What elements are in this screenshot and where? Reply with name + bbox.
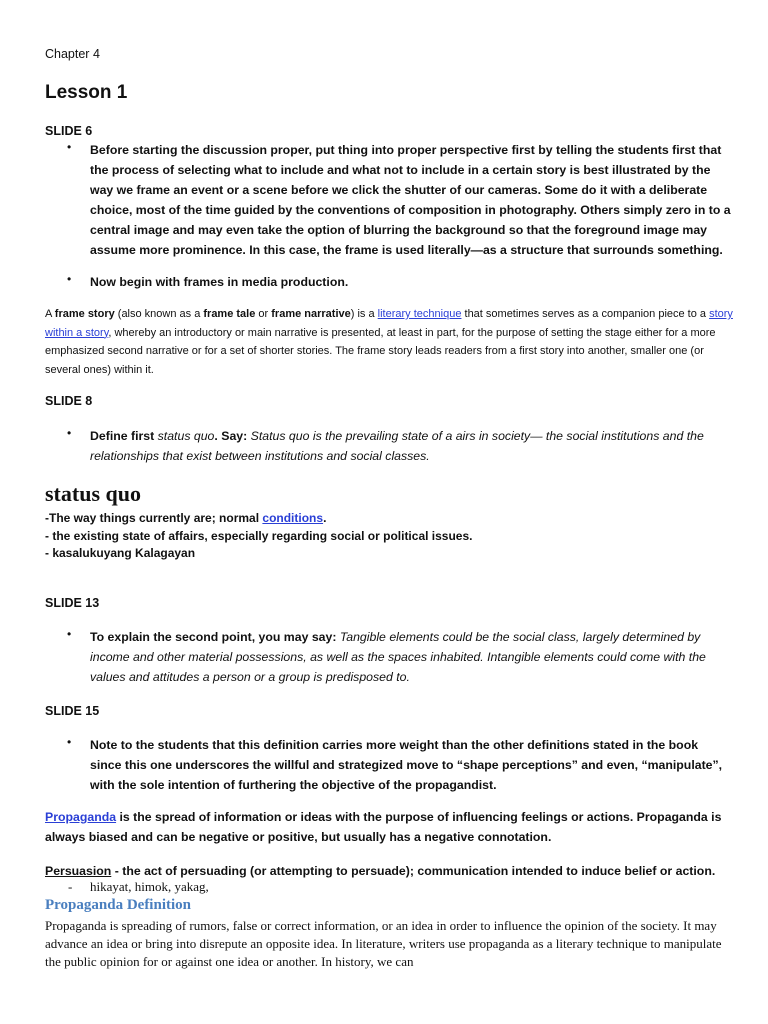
slide-8-heading: SLIDE 8	[45, 394, 93, 408]
definition-line: - kasalukuyang Kalagayan	[45, 546, 196, 560]
bullet-text: Define first status quo. Say: Status quo is the prevailing state of a airs in society— the social institutions and the relationships that exist between institutions and social classes.	[90, 429, 704, 463]
propaganda-definition-text: Propaganda is spreading of rumors, false or correct information, or an idea in order to influence the opinion of the society. It may advance an idea or bring into disrepute an opposite idea. In literature, writers use propaganda as a literary technique to manipulate the public opinion for or against one idea or another. In history, we can	[45, 918, 722, 969]
bullet-text: Before starting the discussion proper, put thing into proper perspective first by telling the students first that the process of selecting what to include and what not to include in a certain story is best illustrated by the way we frame an event or a scene before we click the shutter of our cameras. Some do it with a deliberate choice, most of the time guided by the conventions of composition in photography. Others simply zero in to a central image and may even take the option of blurring the background so that the foreground image may assume more prominence. In this case, the frame is used literally—as a structure that surrounds something.	[90, 143, 731, 257]
propaganda-definition-heading: Propaganda Definition	[45, 897, 191, 913]
slide-6-bullet-2	[62, 272, 732, 292]
slide-13-bullet	[62, 627, 732, 687]
slide-8-bullet	[62, 426, 732, 466]
bullet-icon: •	[67, 426, 72, 440]
slide-15-heading: SLIDE 15	[45, 704, 100, 718]
chapter-label: Chapter 4	[45, 47, 100, 61]
bullet-text: To explain the second point, you may say: Tangible elements could be the social class, largely determined by income and other material possessions, as well as the spaces inhabited. Intangible elements could come with the values and attitudes a person or a group is predisposed to.	[90, 630, 706, 684]
persuasion-translation: - hikayat, himok, yakag,	[68, 879, 209, 894]
bullet-text: Note to the students that this definition carries more weight than the other definitions stated in the book since this one underscores the willful and strategized move to “shape perceptions” and even, “manipulate”, with the sole intention of furthering the objective of the propagandist.	[90, 738, 723, 792]
conditions-link[interactable]: conditions	[262, 511, 324, 525]
literary-technique-link[interactable]: literary technique	[377, 308, 462, 320]
persuasion-definition: Persuasion - the act of persuading (or attempting to persuade); communication intended to induce belief or action.	[45, 864, 716, 878]
definition-line: -The way things currently are; normal conditions.	[45, 511, 327, 525]
bullet-icon: •	[67, 735, 72, 749]
propaganda-link[interactable]: Propaganda	[45, 810, 117, 824]
slide-15-bullet	[62, 735, 732, 795]
bullet-text: Now begin with frames in media production.	[90, 275, 349, 289]
bullet-icon: •	[67, 272, 72, 286]
definition-line: - the existing state of affairs, especially regarding social or political issues.	[45, 528, 473, 543]
status-quo-definitions	[45, 510, 472, 563]
slide-13-heading: SLIDE 13	[45, 596, 100, 610]
slide-6-heading: SLIDE 6	[45, 124, 93, 138]
lesson-title: Lesson 1	[45, 82, 128, 103]
bullet-icon: •	[67, 140, 72, 154]
slide-6-bullet-1	[62, 140, 732, 260]
bullet-icon: •	[67, 627, 72, 641]
frame-story-paragraph: A frame story (also known as a frame tale or frame narrative) is a literary technique that sometimes serves as a companion piece to a story within a story, whereby an introductory or main narrative is presented, at least in part, for the purpose of setting the stage either for a more emphasized second narrative or for a set of shorter stories. The frame story leads readers from a first story into another, smaller one (or several ones) within it.	[45, 308, 733, 376]
story-within-a-story-link[interactable]: story within a story	[45, 308, 733, 339]
status-quo-title: status quo	[45, 481, 141, 506]
propaganda-paragraph: Propaganda is the spread of information or ideas with the purpose of influencing feelings or actions. Propaganda is always biased and can be negative or positive, but usually has a negative connotation.	[45, 810, 722, 844]
